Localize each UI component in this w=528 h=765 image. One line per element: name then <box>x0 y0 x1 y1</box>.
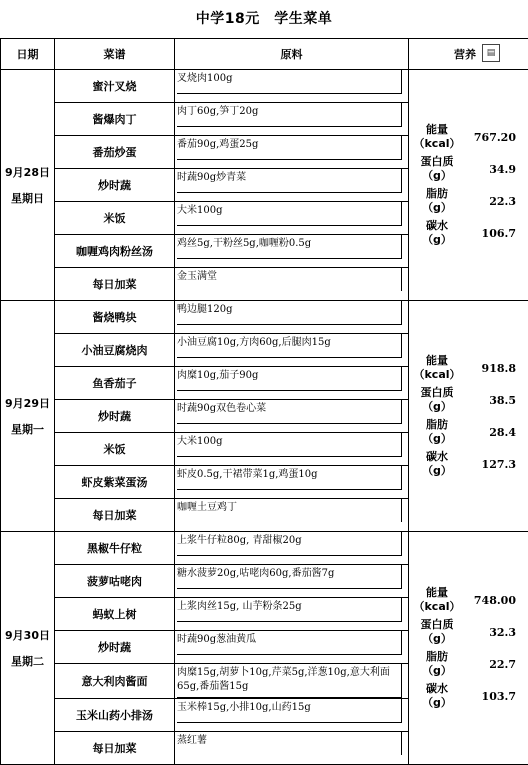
dish-name: 每日加菜 <box>55 732 175 765</box>
ingredients-text: 肉糜15g,胡萝卜10g,芹菜5g,洋葱10g,意大利面65g,番茄酱15g <box>177 664 402 698</box>
protein-value: 34.9 <box>465 163 528 176</box>
fat-value: 28.4 <box>465 426 528 439</box>
menu-table <box>0 38 528 765</box>
dish-name: 炒时蔬 <box>55 400 175 433</box>
dish-name: 炒时蔬 <box>55 169 175 202</box>
carb-value: 106.7 <box>465 227 528 240</box>
ingredients-cell <box>175 136 409 169</box>
nutrition-cell <box>409 532 528 765</box>
energy-value: 767.20 <box>465 131 528 144</box>
carb-label: 碳水 （g） <box>409 682 465 710</box>
dish-name: 黑椒牛仔粒 <box>55 532 175 565</box>
energy-label: 能量 （kcal） <box>409 586 465 614</box>
ingredients-cell <box>175 400 409 433</box>
nutrition-cell <box>409 301 528 532</box>
dish-name: 酱爆肉丁 <box>55 103 175 136</box>
ingredients-text: 金玉满堂 <box>177 268 402 291</box>
protein-row <box>409 386 528 414</box>
header-ingredients: 原料 <box>175 39 409 70</box>
energy-label: 能量 （kcal） <box>409 123 465 151</box>
weekday-text: 星期日 <box>1 190 54 206</box>
ingredients-cell <box>175 103 409 136</box>
dish-name: 虾皮紫菜蛋汤 <box>55 466 175 499</box>
dish-name: 米饭 <box>55 433 175 466</box>
ingredients-cell <box>175 367 409 400</box>
energy-value: 748.00 <box>465 594 528 607</box>
dish-name: 菠萝咕咾肉 <box>55 565 175 598</box>
ingredients-text: 鸭边腿120g <box>177 301 402 325</box>
table-row <box>1 532 528 565</box>
ingredients-cell <box>175 235 409 268</box>
ingredients-text: 大米100g <box>177 202 402 226</box>
carb-row <box>409 450 528 478</box>
dish-name: 番茄炒蛋 <box>55 136 175 169</box>
ingredients-text: 时蔬90g炒青菜 <box>177 169 402 193</box>
carb-row <box>409 219 528 247</box>
carb-label: 碳水 （g） <box>409 219 465 247</box>
dish-name: 蚂蚁上树 <box>55 598 175 631</box>
dish-name: 玉米山药小排汤 <box>55 699 175 732</box>
ingredients-cell <box>175 631 409 664</box>
dish-name: 蜜汁叉烧 <box>55 70 175 103</box>
dish-name: 米饭 <box>55 202 175 235</box>
menu-body <box>1 70 528 765</box>
page-title: 中学18元 学生菜单 <box>0 8 528 28</box>
protein-row <box>409 155 528 183</box>
dish-name: 小油豆腐烧肉 <box>55 334 175 367</box>
ingredients-cell <box>175 565 409 598</box>
fat-row <box>409 650 528 678</box>
ingredients-text: 大米100g <box>177 433 402 457</box>
ingredients-cell <box>175 699 409 732</box>
ingredients-cell <box>175 499 409 532</box>
date-cell <box>1 532 55 765</box>
energy-row <box>409 586 528 614</box>
date-text: 9月28日 <box>1 164 54 180</box>
fat-value: 22.3 <box>465 195 528 208</box>
ingredients-text: 蒸红薯 <box>177 732 402 755</box>
energy-value: 918.8 <box>465 362 528 375</box>
ingredients-cell <box>175 202 409 235</box>
ingredients-cell <box>175 169 409 202</box>
protein-value: 38.5 <box>465 394 528 407</box>
ingredients-text: 小油豆腐10g,方肉60g,后腿肉15g <box>177 334 402 358</box>
ingredients-text: 番茄90g,鸡蛋25g <box>177 136 402 160</box>
dish-name: 意大利肉酱面 <box>55 664 175 699</box>
energy-row <box>409 354 528 382</box>
energy-row <box>409 123 528 151</box>
table-expand-icon[interactable]: ▤ <box>482 44 500 62</box>
dish-name: 鱼香茄子 <box>55 367 175 400</box>
ingredients-text: 上浆肉丝15g, 山芋粉条25g <box>177 598 402 622</box>
header-nutrition <box>409 39 528 70</box>
header-dish: 菜谱 <box>55 39 175 70</box>
date-cell <box>1 70 55 301</box>
ingredients-text: 糖水菠萝20g,咕咾肉60g,番茄酱7g <box>177 565 402 589</box>
ingredients-text: 时蔬90g双色卷心菜 <box>177 400 402 424</box>
header-row <box>1 39 528 70</box>
ingredients-text: 肉糜10g,茄子90g <box>177 367 402 391</box>
weekday-text: 星期一 <box>1 421 54 437</box>
ingredients-cell <box>175 433 409 466</box>
fat-label: 脂肪 （g） <box>409 187 465 215</box>
date-cell <box>1 301 55 532</box>
header-date: 日期 <box>1 39 55 70</box>
ingredients-cell <box>175 334 409 367</box>
ingredients-text: 叉烧肉100g <box>177 70 402 94</box>
dish-name: 每日加菜 <box>55 499 175 532</box>
fat-row <box>409 187 528 215</box>
date-text: 9月30日 <box>1 627 54 643</box>
ingredients-cell <box>175 466 409 499</box>
ingredients-text: 时蔬90g葱油黄瓜 <box>177 631 402 655</box>
header-nutrition-label: 营养 <box>454 48 476 61</box>
ingredients-cell <box>175 301 409 334</box>
protein-label: 蛋白质 （g） <box>409 386 465 414</box>
ingredients-cell <box>175 532 409 565</box>
ingredients-text: 上浆牛仔粒80g, 青甜椒20g <box>177 532 402 556</box>
ingredients-cell <box>175 268 409 301</box>
dish-name: 每日加菜 <box>55 268 175 301</box>
dish-name: 炒时蔬 <box>55 631 175 664</box>
fat-row <box>409 418 528 446</box>
ingredients-cell <box>175 70 409 103</box>
ingredients-cell <box>175 664 409 699</box>
date-text: 9月29日 <box>1 395 54 411</box>
ingredients-text: 玉米棒15g,小排10g,山药15g <box>177 699 402 723</box>
carb-value: 103.7 <box>465 690 528 703</box>
fat-label: 脂肪 （g） <box>409 418 465 446</box>
ingredients-text: 咖喱土豆鸡丁 <box>177 499 402 522</box>
nutrition-cell <box>409 70 528 301</box>
weekday-text: 星期二 <box>1 653 54 669</box>
ingredients-text: 虾皮0.5g,干裙带菜1g,鸡蛋10g <box>177 466 402 490</box>
protein-value: 32.3 <box>465 626 528 639</box>
carb-row <box>409 682 528 710</box>
ingredients-text: 肉丁60g,笋丁20g <box>177 103 402 127</box>
dish-name: 咖喱鸡肉粉丝汤 <box>55 235 175 268</box>
protein-label: 蛋白质 （g） <box>409 155 465 183</box>
fat-label: 脂肪 （g） <box>409 650 465 678</box>
carb-label: 碳水 （g） <box>409 450 465 478</box>
ingredients-text: 鸡丝5g,干粉丝5g,咖喱粉0.5g <box>177 235 402 259</box>
ingredients-cell <box>175 598 409 631</box>
energy-label: 能量 （kcal） <box>409 354 465 382</box>
carb-value: 127.3 <box>465 458 528 471</box>
dish-name: 酱烧鸭块 <box>55 301 175 334</box>
protein-row <box>409 618 528 646</box>
table-row <box>1 301 528 334</box>
table-row <box>1 70 528 103</box>
protein-label: 蛋白质 （g） <box>409 618 465 646</box>
fat-value: 22.7 <box>465 658 528 671</box>
